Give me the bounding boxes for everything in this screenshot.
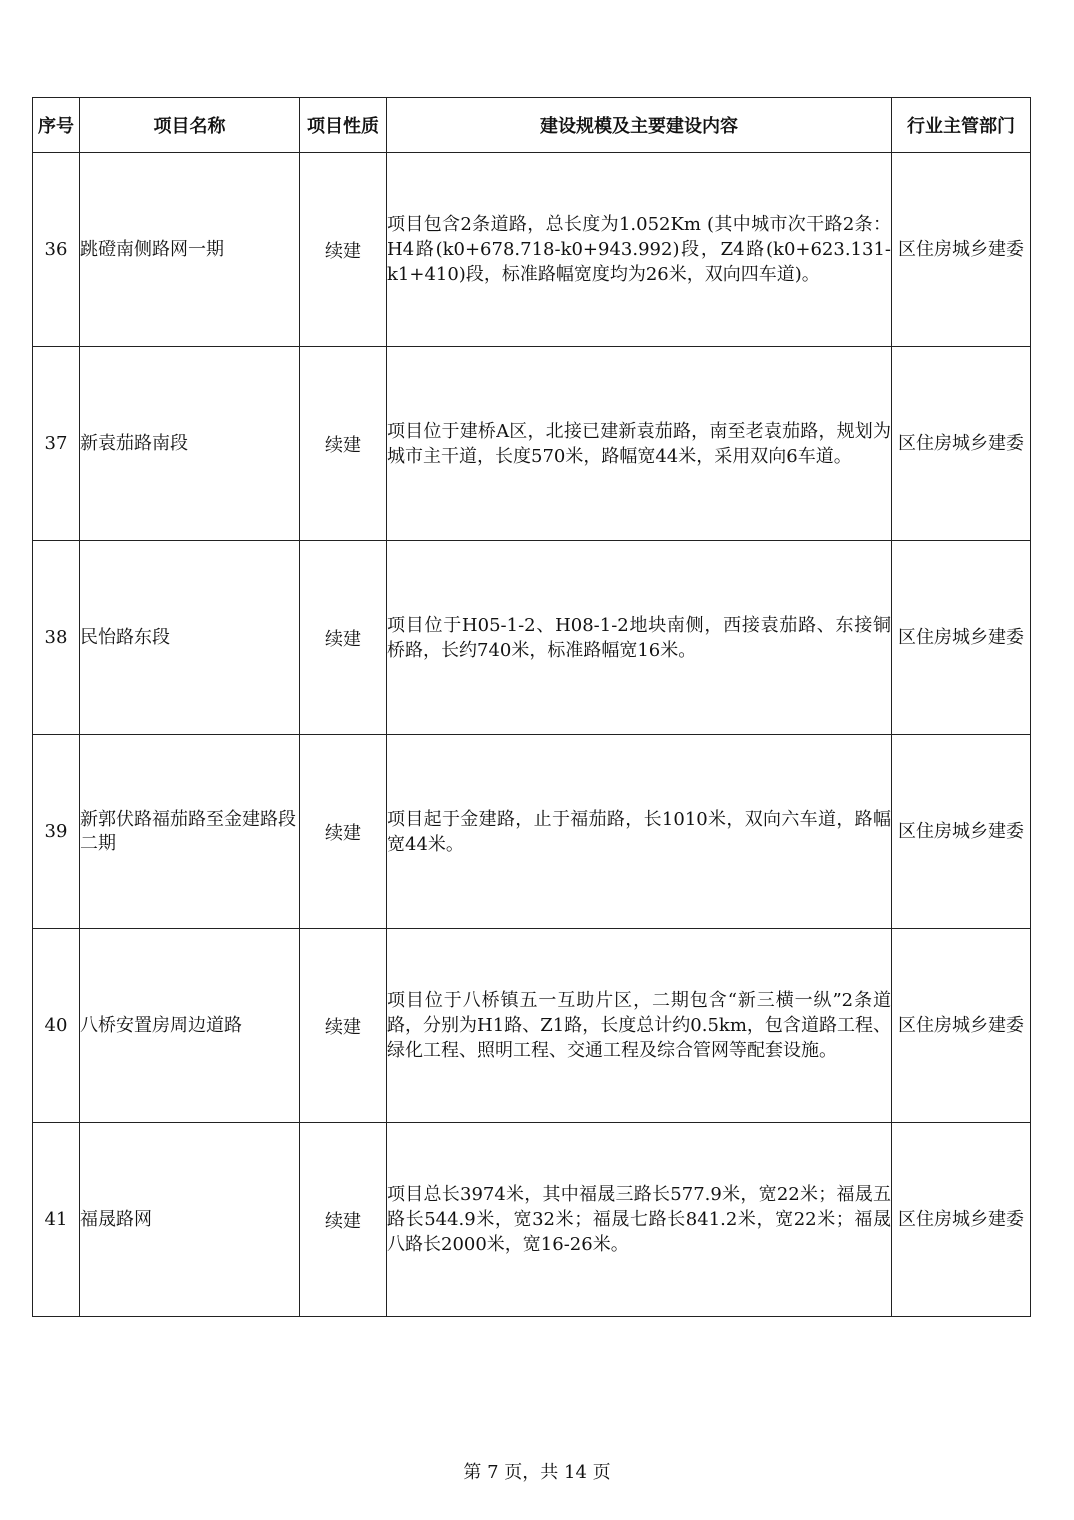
project-content: 项目位于建桥A区，北接已建新袁茄路，南至老袁茄路，规划为城市主干道，长度570米，路幅宽44米，采用双向6车道。 [387,347,892,541]
header-project-nature: 项目性质 [300,98,387,153]
project-nature: 续建 [300,929,387,1123]
department: 区住房城乡建委 [892,1123,1031,1317]
project-nature: 续建 [300,735,387,929]
project-name: 新郭伏路福茄路至金建路段二期 [80,735,300,929]
row-number: 39 [33,735,80,929]
table-row [33,1123,1031,1317]
project-nature: 续建 [300,347,387,541]
project-name: 民怡路东段 [80,541,300,735]
project-content: 项目起于金建路，止于福茄路，长1010米，双向六车道，路幅宽44米。 [387,735,892,929]
header-scale-content: 建设规模及主要建设内容 [387,98,892,153]
project-content: 项目包含2条道路，总长度为1.052Km (其中城市次干路2条：H4路(k0+678.718-k0+943.992)段，Z4路(k0+623.131-k1+410)段，标准路幅宽度均为26米，双向四车道)。 [387,153,892,347]
project-nature: 续建 [300,1123,387,1317]
row-number: 41 [33,1123,80,1317]
table-row [33,153,1031,347]
table-row [33,541,1031,735]
row-number: 37 [33,347,80,541]
table-row [33,735,1031,929]
page-footer: 第 7 页，共 14 页 [463,1462,611,1483]
table-row [33,929,1031,1123]
header-no: 序号 [33,98,80,153]
department: 区住房城乡建委 [892,347,1031,541]
project-nature: 续建 [300,541,387,735]
department: 区住房城乡建委 [892,153,1031,347]
project-table [32,97,1031,1317]
row-number: 36 [33,153,80,347]
department: 区住房城乡建委 [892,929,1031,1123]
table-header-row [33,98,1031,153]
department: 区住房城乡建委 [892,735,1031,929]
project-name: 八桥安置房周边道路 [80,929,300,1123]
project-content: 项目总长3974米，其中福晟三路长577.9米，宽22米；福晟五路长544.9米，宽32米；福晟七路长841.2米，宽22米；福晟八路长2000米，宽16-26米。 [387,1123,892,1317]
row-number: 38 [33,541,80,735]
row-number: 40 [33,929,80,1123]
project-content: 项目位于八桥镇五一互助片区，二期包含“新三横一纵”2条道路，分别为H1路、Z1路，长度总计约0.5km，包含道路工程、绿化工程、照明工程、交通工程及综合管网等配套设施。 [387,929,892,1123]
department: 区住房城乡建委 [892,541,1031,735]
header-project-name: 项目名称 [80,98,300,153]
project-content: 项目位于H05-1-2、H08-1-2地块南侧，西接袁茄路、东接铜桥路，长约740米，标准路幅宽16米。 [387,541,892,735]
header-department: 行业主管部门 [892,98,1031,153]
project-name: 跳磴南侧路网一期 [80,153,300,347]
table-row [33,347,1031,541]
project-nature: 续建 [300,153,387,347]
project-name: 新袁茄路南段 [80,347,300,541]
project-name: 福晟路网 [80,1123,300,1317]
